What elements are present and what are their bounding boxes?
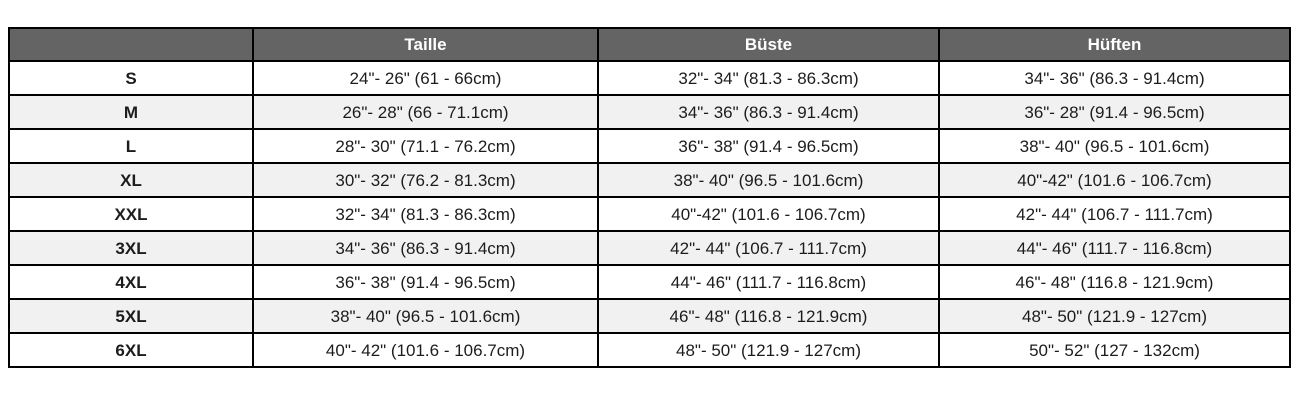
hueften-value: 50"- 52" (127 - 132cm) — [939, 333, 1290, 367]
size-label: XXL — [9, 197, 253, 231]
column-header-size — [9, 28, 253, 61]
size-label: S — [9, 61, 253, 95]
hueften-value: 34"- 36" (86.3 - 91.4cm) — [939, 61, 1290, 95]
bueste-value: 34"- 36" (86.3 - 91.4cm) — [598, 95, 939, 129]
size-chart-table — [8, 27, 1291, 368]
size-label: 5XL — [9, 299, 253, 333]
bueste-value: 36"- 38" (91.4 - 96.5cm) — [598, 129, 939, 163]
column-header-hueften: Hüften — [939, 28, 1290, 61]
size-label: L — [9, 129, 253, 163]
taille-value: 38"- 40" (96.5 - 101.6cm) — [253, 299, 598, 333]
table-row — [9, 163, 1290, 197]
size-label: XL — [9, 163, 253, 197]
hueften-value: 42"- 44" (106.7 - 111.7cm) — [939, 197, 1290, 231]
taille-value: 40"- 42" (101.6 - 106.7cm) — [253, 333, 598, 367]
bueste-value: 44"- 46" (111.7 - 116.8cm) — [598, 265, 939, 299]
taille-value: 34"- 36" (86.3 - 91.4cm) — [253, 231, 598, 265]
table-row — [9, 231, 1290, 265]
table-row — [9, 197, 1290, 231]
bueste-value: 48"- 50" (121.9 - 127cm) — [598, 333, 939, 367]
taille-value: 30"- 32" (76.2 - 81.3cm) — [253, 163, 598, 197]
size-label: 6XL — [9, 333, 253, 367]
hueften-value: 38"- 40" (96.5 - 101.6cm) — [939, 129, 1290, 163]
bueste-value: 32"- 34" (81.3 - 86.3cm) — [598, 61, 939, 95]
table-row — [9, 95, 1290, 129]
size-chart-container — [8, 27, 1291, 368]
size-label: 3XL — [9, 231, 253, 265]
column-header-taille: Taille — [253, 28, 598, 61]
bueste-value: 40"-42" (101.6 - 106.7cm) — [598, 197, 939, 231]
table-row — [9, 265, 1290, 299]
table-row — [9, 299, 1290, 333]
header-row — [9, 28, 1290, 61]
hueften-value: 36"- 28" (91.4 - 96.5cm) — [939, 95, 1290, 129]
size-label: 4XL — [9, 265, 253, 299]
taille-value: 24"- 26" (61 - 66cm) — [253, 61, 598, 95]
hueften-value: 44"- 46" (111.7 - 116.8cm) — [939, 231, 1290, 265]
hueften-value: 40"-42" (101.6 - 106.7cm) — [939, 163, 1290, 197]
taille-value: 26"- 28" (66 - 71.1cm) — [253, 95, 598, 129]
column-header-bueste: Büste — [598, 28, 939, 61]
hueften-value: 46"- 48" (116.8 - 121.9cm) — [939, 265, 1290, 299]
bueste-value: 42"- 44" (106.7 - 111.7cm) — [598, 231, 939, 265]
taille-value: 28"- 30" (71.1 - 76.2cm) — [253, 129, 598, 163]
bueste-value: 38"- 40" (96.5 - 101.6cm) — [598, 163, 939, 197]
taille-value: 32"- 34" (81.3 - 86.3cm) — [253, 197, 598, 231]
table-row — [9, 333, 1290, 367]
size-label: M — [9, 95, 253, 129]
table-row — [9, 61, 1290, 95]
hueften-value: 48"- 50" (121.9 - 127cm) — [939, 299, 1290, 333]
bueste-value: 46"- 48" (116.8 - 121.9cm) — [598, 299, 939, 333]
table-row — [9, 129, 1290, 163]
taille-value: 36"- 38" (91.4 - 96.5cm) — [253, 265, 598, 299]
